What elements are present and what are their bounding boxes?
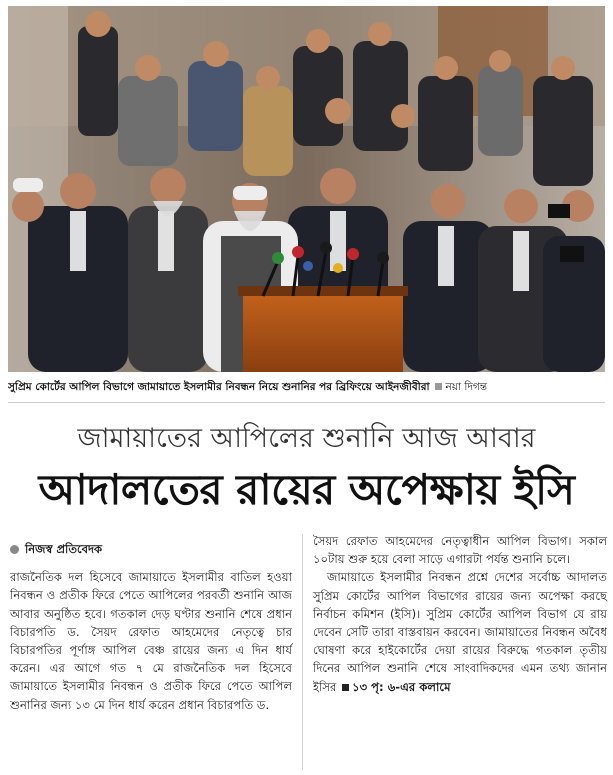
byline-text: নিজস্ব প্রতিবেদক — [25, 542, 103, 556]
photo-caption — [8, 380, 605, 397]
paragraph-text: জামায়াতে ইসলামীর নিবন্ধন প্রশ্নে দেশের সর্বোচ্চ আদালত সুপ্রিম কোর্টের আপিল বিভাগের রায়ের জন্য অপেক্ষা করছে নির্বাচন কমিশন (ইসি)। সুপ্রিম কোর্টের আপিল বিভাগ যে রায় দেবেন সেটি তারা বাস্তবায়ন করবেন। জামায়াতের নিবন্ধন অবৈধ ঘোষণা করে হাইকোর্টের দেয়া রায়ের বিরুদ্ধে গতকাল তৃতীয় দিনের আপিল শুনানি শেষে সাংবাদিকদের এমন তথ্য জানান ইসির — [313, 570, 607, 694]
headline: আদালতের রায়ের অপেক্ষায় ইসি — [38, 465, 575, 514]
caption-divider — [8, 402, 605, 403]
caption-source: নয়া দিগন্ত — [445, 381, 487, 393]
press-briefing-photo-icon — [8, 6, 605, 372]
paragraph-continued — [313, 568, 607, 695]
jump-line — [340, 680, 450, 694]
kicker: জামায়াতের আপিলের শুনানি আজ আবার — [77, 423, 536, 454]
news-photo — [8, 6, 605, 372]
bullet-icon — [10, 545, 19, 554]
caption-text: সুপ্রিম কোর্টের আপিল বিভাগে জামায়াতে ইসলামীর নিবন্ধন নিয়ে শুনানির পর ব্রিফিংয়ে আইনজীবীরা — [8, 381, 430, 393]
jump-text: ১৩ পৃ: ৬-এর কলামে — [352, 679, 451, 694]
jump-square-icon — [342, 684, 349, 691]
article-column-left — [10, 532, 292, 714]
column-divider — [302, 534, 303, 770]
article-column-right — [313, 532, 607, 696]
caption-square-icon — [435, 383, 442, 390]
byline — [10, 540, 292, 558]
paragraph: সৈয়দ রেফাত আহমেদের নেতৃত্বাধীন আপিল বিভাগ। সকাল ১০টায় শুরু হয়ে বেলা সাড়ে এগারটা পর্যন্ত শুনানি চলে। — [313, 534, 607, 567]
paragraph: রাজনৈতিক দল হিসেবে জামায়াতে ইসলামীর বাতিল হওয়া নিবন্ধন ও প্রতীক ফিরে পেতে আপিলের পরবর্তী শুনানি আজ আবার অনুষ্ঠিত হবে। গতকাল দেড় ঘণ্টার শুনানি শেষে প্রধান বিচারপতি ড. সৈয়দ রেফাত আহমেদের নেতৃত্বে চার বিচারপতির পূর্ণাঙ্গ আপিল বেঞ্চ রায়ের জন্য এ দিন ধার্য করেন। এর আগে গত ৭ মে রাজনৈতিক দল হিসেবে জামায়াতে ইসলামীর নিবন্ধন ও প্রতীক ফিরে পেতে আপিল শুনানির জন্য ১৩ মে দিন ধার্য করেন প্রধান বিচারপতি ড. — [10, 570, 292, 712]
